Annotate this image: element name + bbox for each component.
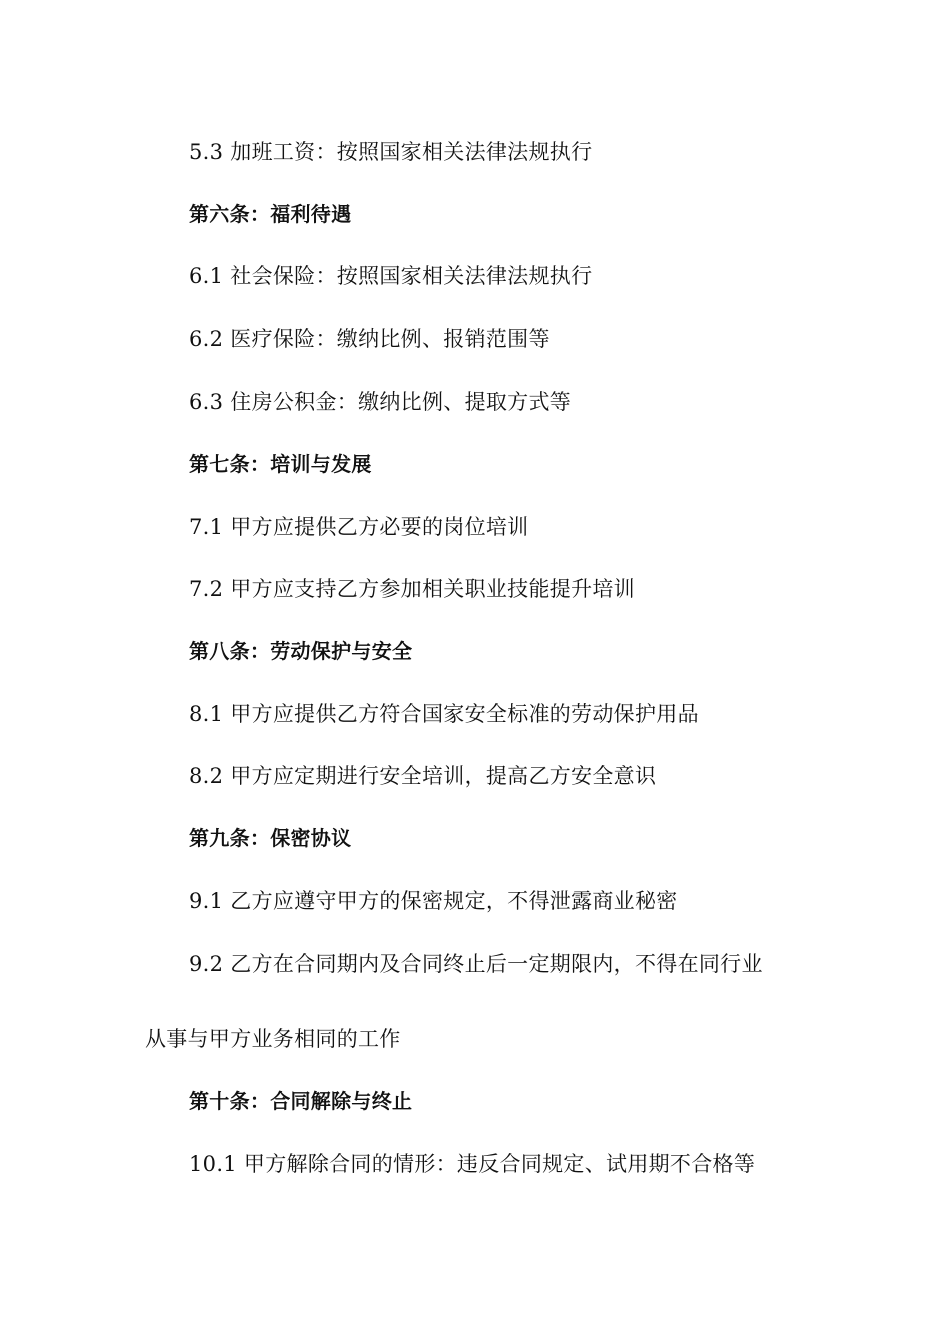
clause-9-1: 9.1 乙方应遵守甲方的保密规定，不得泄露商业秘密 <box>189 889 678 913</box>
clause-6-1: 6.1 社会保险：按照国家相关法律法规执行 <box>189 264 593 288</box>
clause-5-3: 5.3 加班工资：按照国家相关法律法规执行 <box>189 140 593 164</box>
clause-7-1: 7.1 甲方应提供乙方必要的岗位培训 <box>189 515 529 539</box>
article-7-heading: 第七条：培训与发展 <box>189 452 372 476</box>
article-10-heading: 第十条：合同解除与终止 <box>189 1089 413 1113</box>
clause-6-2: 6.2 医疗保险：缴纳比例、报销范围等 <box>189 327 550 351</box>
clause-10-1: 10.1 甲方解除合同的情形：违反合同规定、试用期不合格等 <box>189 1152 756 1176</box>
clause-9-2: 9.2 乙方在合同期内及合同终止后一定期限内，不得在同行业 <box>189 952 763 976</box>
clause-8-1: 8.1 甲方应提供乙方符合国家安全标准的劳动保护用品 <box>189 702 699 726</box>
article-9-heading: 第九条：保密协议 <box>189 826 352 850</box>
clause-6-3: 6.3 住房公积金：缴纳比例、提取方式等 <box>189 390 572 414</box>
clause-9-2-continuation: 从事与甲方业务相同的工作 <box>145 1027 401 1051</box>
clause-8-2: 8.2 甲方应定期进行安全培训，提高乙方安全意识 <box>189 764 657 788</box>
article-8-heading: 第八条：劳动保护与安全 <box>189 639 413 663</box>
clause-7-2: 7.2 甲方应支持乙方参加相关职业技能提升培训 <box>189 577 635 601</box>
article-6-heading: 第六条：福利待遇 <box>189 202 352 226</box>
